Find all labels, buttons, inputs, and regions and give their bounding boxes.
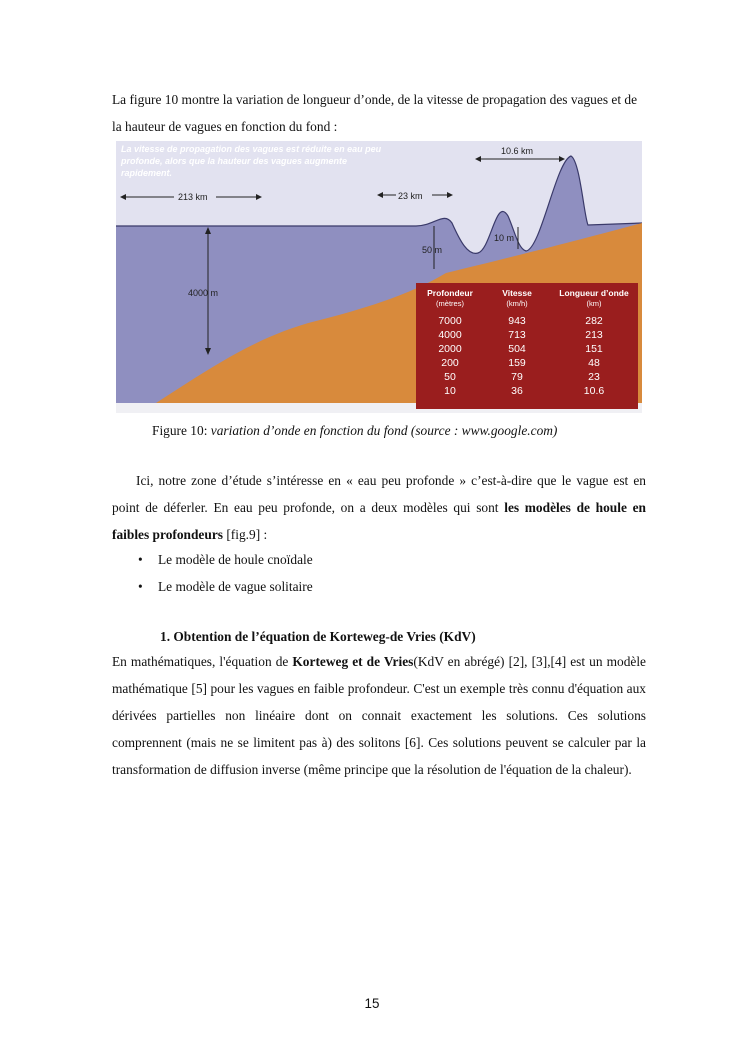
table-cell: 36	[511, 385, 523, 397]
table-header-1-line2: (mètres)	[436, 299, 464, 308]
table-header-2-line1: Vitesse	[502, 288, 532, 298]
para2-text-before: Ici, notre zone d’étude s’intéresse en « eau peu profonde » c’est-à-dire que le vague est en point de déferler. En eau peu profonde, on a deux modèles qui sont	[112, 473, 646, 515]
table-cell: 50	[444, 371, 456, 383]
caption-text: variation d’onde en fonction du fond (source : www.google.com)	[210, 423, 558, 438]
model-list	[138, 546, 313, 600]
label-50m: 50 m	[422, 245, 443, 255]
label-213km: 213 km	[178, 192, 208, 202]
table-cell: 213	[585, 329, 603, 341]
table-cell: 943	[508, 315, 526, 327]
figure-overlay-line-2: profonde, alors que la hauteur des vagues augmente	[121, 156, 348, 166]
label-10-6km: 10.6 km	[501, 146, 534, 156]
table-cell: 504	[508, 343, 526, 355]
depth-speed-table	[416, 283, 638, 409]
figure-overlay-line-1: La vitesse de propagation des vagues est réduite en eau peu	[121, 144, 382, 154]
figure-overlay-line-3: rapidement.	[121, 168, 173, 178]
figure-caption	[152, 421, 557, 441]
table-cell: 10	[444, 385, 456, 397]
wave-figure	[116, 141, 642, 413]
page-number: 15	[364, 996, 380, 1011]
table-header-2-line2: (km/h)	[506, 299, 528, 308]
list-item: • Le modèle de houle cnoïdale	[138, 546, 313, 573]
table-header-3-line1: Longueur d’onde	[559, 288, 629, 298]
para3-text-after: (KdV en abrégé) [2], [3],[4] est un modèle mathématique [5] pour les vagues en faible profondeur. C'est un exemple très connu d'équation aux dérivées partielles non linéaire dont on connait exactement les solutions. Ces solutions comprennent (mais ne se limitent pas à) des solitons [6]. Ces solutions peuvent se calculer par la transformation de diffusion inverse (même principe que la résolution de l'équation de la chaleur).	[112, 654, 647, 777]
intro-paragraph: La figure 10 montre la variation de longueur d’onde, de la vitesse de propagation des vagues et de la hauteur de vagues en fonction du fond :	[112, 92, 638, 134]
table-header-1-line1: Profondeur	[427, 288, 473, 298]
label-10m: 10 m	[494, 233, 515, 243]
study-zone-paragraph	[112, 467, 646, 548]
table-cell: 10.6	[583, 385, 605, 397]
kdv-paragraph	[112, 648, 646, 783]
table-cell: 200	[441, 357, 459, 369]
table-cell: 282	[585, 315, 603, 327]
section-heading: 1. Obtention de l’équation de Korteweg-de Vries (KdV)	[160, 629, 476, 644]
table-cell: 151	[585, 343, 603, 355]
table-cell: 4000	[438, 329, 462, 341]
list-item: • Le modèle de vague solitaire	[138, 573, 313, 600]
table-cell: 23	[588, 371, 600, 383]
para3-text-before: En mathématiques, l'équation de	[112, 654, 293, 669]
table-cell: 48	[588, 357, 600, 369]
para2-text-after: [fig.9] :	[222, 527, 268, 542]
label-23km: 23 km	[398, 191, 423, 201]
table-cell: 7000	[438, 315, 462, 327]
para3-bold: Korteweg et de Vries	[292, 654, 414, 669]
table-cell: 2000	[438, 343, 462, 355]
table-cell: 713	[508, 329, 526, 341]
label-4000m: 4000 m	[188, 288, 219, 298]
table-cell: 159	[508, 357, 526, 369]
para2-bold: les modèles de houle en faibles profondeurs	[112, 500, 646, 542]
table-cell: 79	[511, 371, 523, 383]
caption-label: Figure 10:	[152, 423, 211, 438]
table-header-3-line2: (km)	[586, 299, 602, 308]
